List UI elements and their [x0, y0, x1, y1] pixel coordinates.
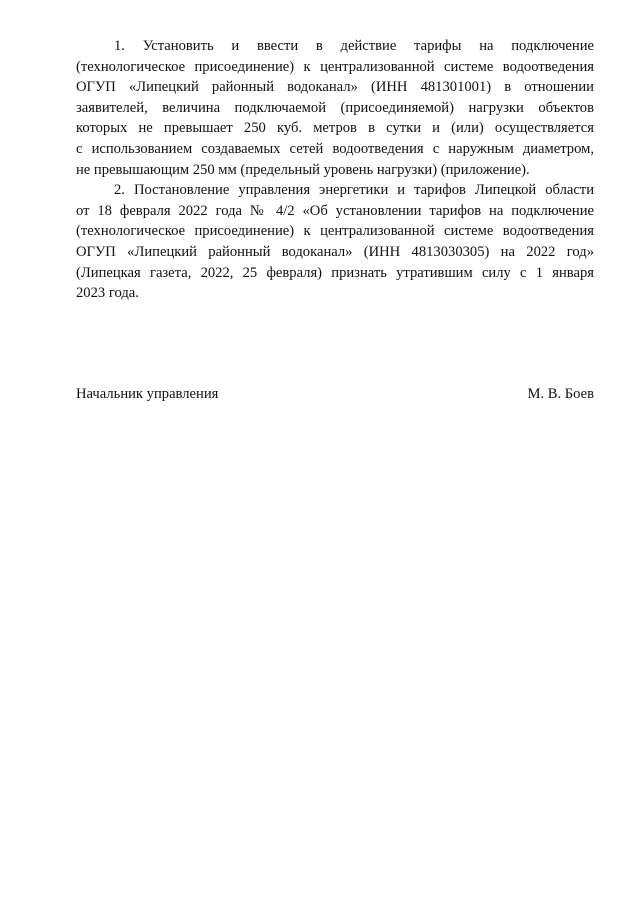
- paragraph-1-line-3: ОГУП «Липецкий районный водоканал» (ИНН 481301001) в отношении: [76, 79, 594, 96]
- paragraph-1-line-4: заявителей, величина подключаемой (присоединяемой) нагрузки объектов: [76, 99, 594, 116]
- paragraph-2-line-2: от 18 февраля 2022 года № 4/2 «Об установлении тарифов на подключение: [76, 202, 594, 219]
- paragraph-2-line-6: 2023 года.: [76, 285, 139, 302]
- paragraph-2-line-4: ОГУП «Липецкий районный водоканал» (ИНН 4813030305) на 2022 год»: [76, 243, 594, 260]
- paragraph-1-line-7: не превышающим 250 мм (предельный уровень нагрузки) (приложение).: [76, 161, 530, 178]
- paragraph-1-line-2: (технологическое присоединение) к централизованной системе водоотведения: [76, 58, 594, 75]
- paragraph-2-line-1: 2. Постановление управления энергетики и тарифов Липецкой области: [114, 182, 594, 199]
- paragraph-1-line-5: которых не превышает 250 куб. метров в сутки и (или) осуществляется: [76, 120, 594, 137]
- document-body: [76, 36, 594, 304]
- paragraph-2-line-5: (Липецкая газета, 2022, 25 февраля) признать утратившим силу с 1 января: [76, 264, 594, 281]
- signature-block: [76, 384, 594, 404]
- paragraph-1: [76, 36, 594, 180]
- paragraph-1-line-6: с использованием создаваемых сетей водоотведения с наружным диаметром,: [76, 140, 594, 157]
- paragraph-2-line-3: (технологическое присоединение) к централизованной системе водоотведения: [76, 223, 594, 240]
- paragraph-2: [76, 180, 594, 304]
- signatory-name: М. В. Боев: [527, 386, 594, 402]
- paragraph-1-line-1: 1. Установить и ввести в действие тарифы на подключение: [114, 38, 594, 54]
- signatory-title: Начальник управления: [76, 386, 219, 402]
